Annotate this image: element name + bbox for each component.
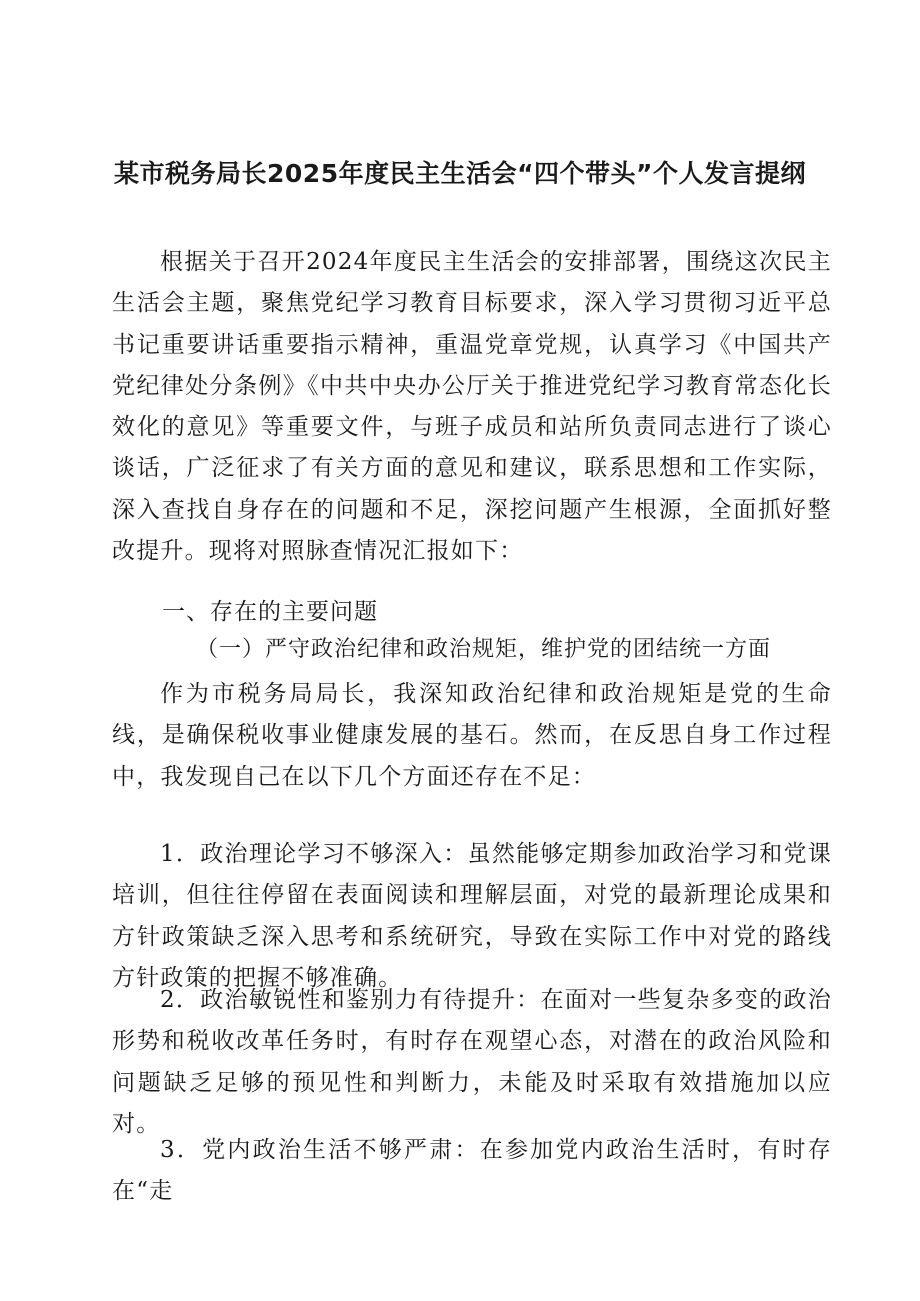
list-item-3: 3．党内政治生活不够严肃：在参加党内政治生活时，有时存在“走 xyxy=(112,1137,832,1205)
section-heading: 一、存在的主要问题 xyxy=(162,599,378,625)
subsection-heading: （一）严守政治纪律和政治规矩，维护党的团结统一方面 xyxy=(196,637,772,662)
intro-paragraph: 根据关于召开2024年度民主生活会的安排部署，围绕这次民主生活会主题，聚焦党纪学习教育目标要求，深入学习贯彻习近平总书记重要讲话重要指示精神，重温党章党规，认真学习《中国共产党纪律处分条例》《中共中央办公厅关于推进党纪学习教育常态化长效化的意见》等重要文件，与班子成员和站所负责同志进行了谈心谈话，广泛征求了有关方面的意见和建议，联系思想和工作实际，深入查找自身存在的问题和不足，深挖问题产生根源，全面抓好整改提升。现将对照脉查情况汇报如下： xyxy=(112,249,832,565)
list-item-1: 1．政治理论学习不够深入：虽然能够定期参加政治学习和党课培训，但往往停留在表面阅读和理解层面，对党的最新理论成果和方针政策缺乏深入思考和系统研究，导致在实际工作中对党的路线方针政策的把握不够准确。 xyxy=(112,841,832,991)
subsection-paragraph: 作为市税务局局长，我深知政治纪律和政治规矩是党的生命线，是确保税收事业健康发展的基石。然而，在反思自身工作过程中，我发现自己在以下几个方面还存在不足： xyxy=(112,681,832,790)
document-title: 某市税务局长2025年度民主生活会“四个带头”个人发言提纲 xyxy=(114,159,806,188)
list-item-2: 2．政治敏锐性和鉴别力有待提升：在面对一些复杂多变的政治形势和税收改革任务时，有时存在观望心态，对潜在的政治风险和问题缺乏足够的预见性和判断力，未能及时采取有效措施加以应对。 xyxy=(112,987,832,1137)
